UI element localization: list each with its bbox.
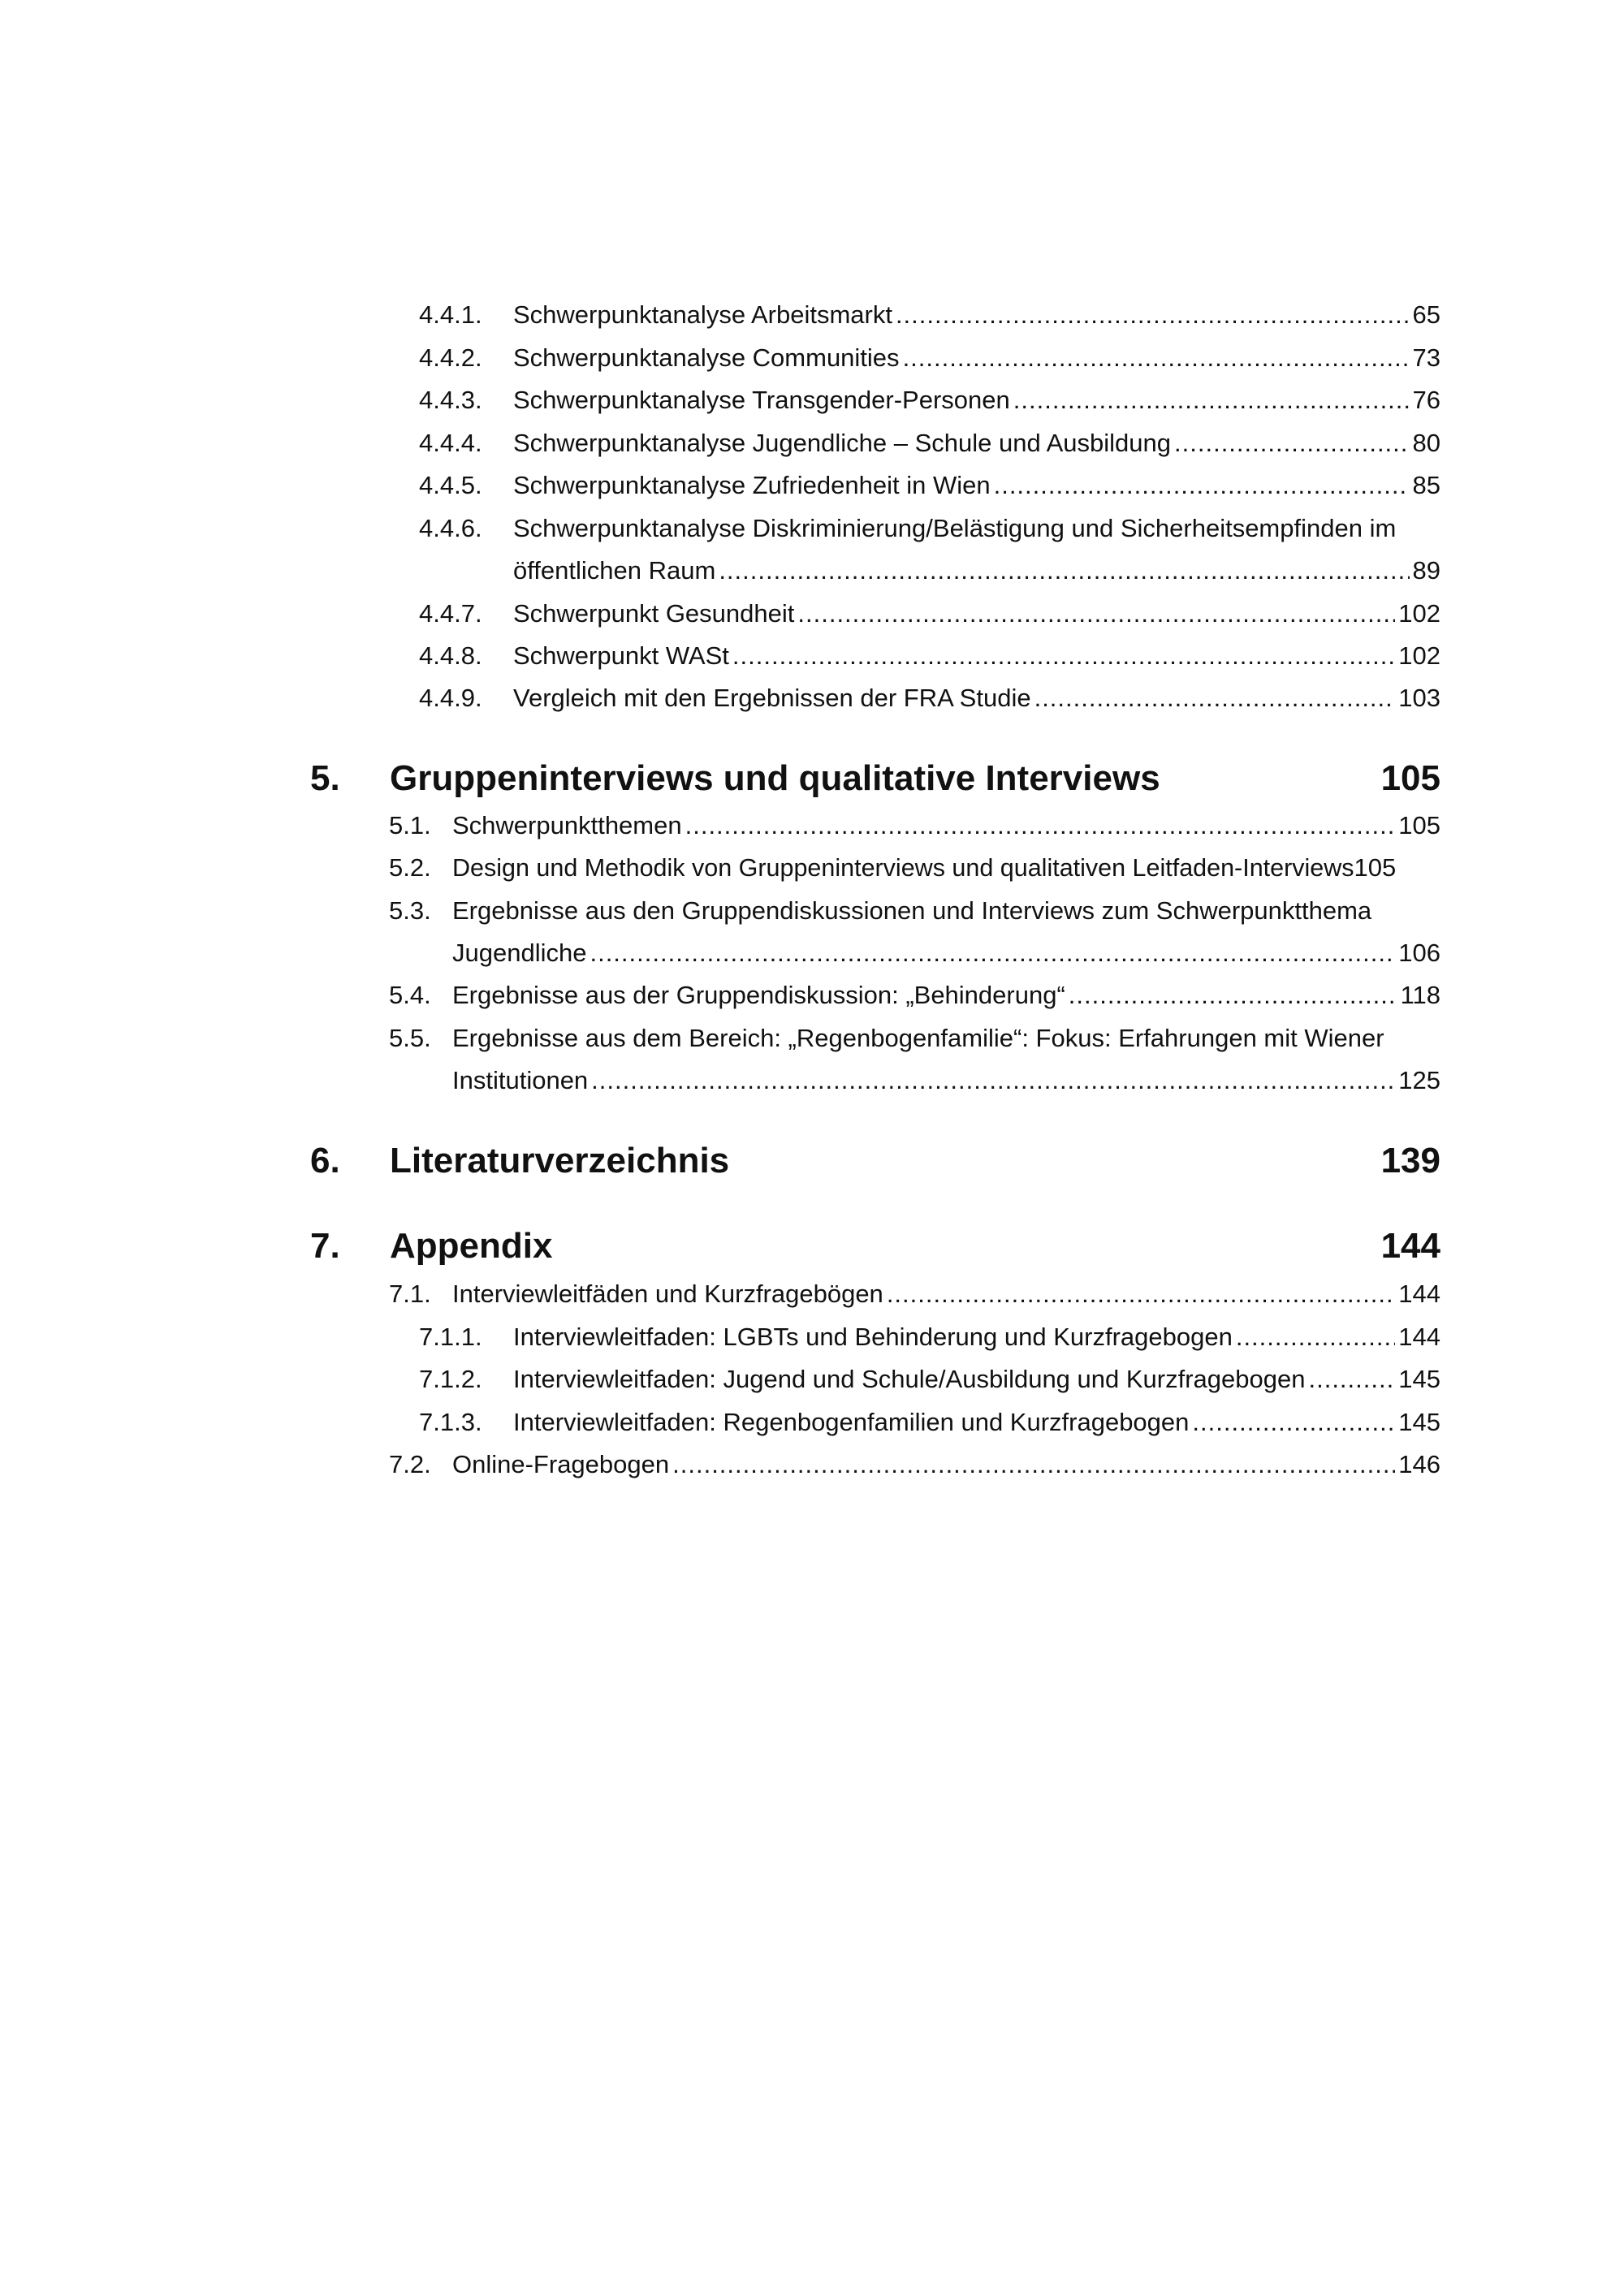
toc-page: 105 xyxy=(1398,811,1440,839)
toc-number: 7.1.2. xyxy=(419,1365,482,1393)
chapter-number: 7. xyxy=(310,1226,340,1266)
toc-title: Interviewleitfaden: LGBTs und Behinderung und Kurzfragebogen xyxy=(513,1323,1233,1351)
toc-entry-5-4[interactable] xyxy=(389,979,1440,1012)
toc-page: 102 xyxy=(1398,599,1440,628)
toc-page: 145 xyxy=(1398,1408,1440,1436)
toc-page: 105 xyxy=(1354,853,1397,882)
toc-number: 4.4.9. xyxy=(419,684,482,712)
toc-number: 4.4.1. xyxy=(419,300,482,329)
toc-title: Interviewleitfäden und Kurzfragebögen xyxy=(452,1280,883,1308)
toc-title: Interviewleitfaden: Regenbogenfamilien und Kurzfragebogen xyxy=(513,1408,1190,1436)
toc-page: 125 xyxy=(1398,1066,1440,1094)
toc-title: Schwerpunktthemen xyxy=(452,811,682,839)
toc-leader xyxy=(896,299,1410,331)
chapter-page: 144 xyxy=(1380,1226,1440,1266)
toc-page: 89 xyxy=(1412,556,1440,585)
toc-leader xyxy=(1013,384,1410,416)
toc-title: Ergebnisse aus der Gruppendiskussion: „Behinderung“ xyxy=(452,981,1065,1009)
toc-title: Interviewleitfaden: Jugend und Schule/Ausbildung und Kurzfragebogen xyxy=(513,1365,1306,1393)
toc-entry-4-4-9[interactable] xyxy=(419,682,1440,714)
toc-chapter-5[interactable] xyxy=(310,754,1440,803)
toc-leader xyxy=(994,469,1410,502)
toc-number: 5.3. xyxy=(389,896,431,925)
toc-entry-5-1[interactable] xyxy=(389,809,1440,842)
toc-entry-4-4-7[interactable] xyxy=(419,598,1440,630)
toc-number: 5.1. xyxy=(389,811,431,839)
toc-page: 73 xyxy=(1412,343,1440,372)
toc-number: 7.1. xyxy=(389,1280,431,1308)
toc-title: Schwerpunktanalyse Communities xyxy=(513,343,900,372)
toc-page: 65 xyxy=(1412,300,1440,329)
toc-leader xyxy=(1034,682,1396,714)
toc-page: 80 xyxy=(1412,429,1440,457)
chapter-page: 105 xyxy=(1380,758,1440,798)
toc-title: Schwerpunktanalyse Jugendliche – Schule und Ausbildung xyxy=(513,429,1172,457)
toc-title: Ergebnisse aus dem Bereich: „Regenbogenfamilie“: Fokus: Erfahrungen mit Wiener xyxy=(452,1024,1384,1052)
toc-leader xyxy=(797,598,1395,630)
toc-entry-5-3[interactable] xyxy=(389,895,1440,969)
toc-page: 102 xyxy=(1398,641,1440,670)
toc-number: 4.4.3. xyxy=(419,386,482,414)
toc-chapter-7[interactable] xyxy=(310,1222,1440,1271)
toc-title: Schwerpunktanalyse Transgender-Personen xyxy=(513,386,1010,414)
toc-page: 118 xyxy=(1400,981,1440,1009)
toc-entry-4-4-5[interactable] xyxy=(419,469,1440,502)
toc-title-continued: Institutionen xyxy=(452,1066,589,1094)
toc-page: 85 xyxy=(1412,471,1440,499)
toc-leader xyxy=(1236,1321,1395,1353)
toc-leader xyxy=(1192,1406,1395,1439)
toc-leader xyxy=(591,1064,1395,1097)
toc-chapter-6[interactable] xyxy=(310,1137,1440,1185)
toc-number: 5.2. xyxy=(389,853,431,882)
toc-entry-7-1[interactable] xyxy=(389,1278,1440,1310)
toc-entry-7-1-3[interactable] xyxy=(419,1406,1440,1439)
toc-number: 4.4.2. xyxy=(419,343,482,372)
toc-title: Schwerpunkt Gesundheit xyxy=(513,599,795,628)
toc-number: 7.1.1. xyxy=(419,1323,482,1351)
toc-title: Design und Methodik von Gruppeninterviews und qualitativen Leitfaden-Interviews xyxy=(452,854,1354,882)
toc-entry-4-4-6[interactable] xyxy=(419,512,1440,587)
toc-page: 144 xyxy=(1398,1280,1440,1308)
toc-title: Ergebnisse aus den Gruppendiskussionen und Interviews zum Schwerpunktthema xyxy=(452,896,1372,925)
toc-number: 4.4.6. xyxy=(419,514,482,542)
toc-title-continued: Jugendliche xyxy=(452,939,587,967)
toc-title: Vergleich mit den Ergebnissen der FRA Studie xyxy=(513,684,1031,712)
toc-page: 146 xyxy=(1398,1450,1440,1478)
chapter-title: Literaturverzeichnis xyxy=(390,1141,730,1180)
chapter-page: 139 xyxy=(1380,1141,1440,1180)
toc-entry-4-4-4[interactable] xyxy=(419,427,1440,460)
toc-leader xyxy=(672,1448,1395,1481)
toc-page: 106 xyxy=(1398,939,1440,967)
toc-entry-7-1-1[interactable] xyxy=(419,1321,1440,1353)
toc-page: 103 xyxy=(1398,684,1440,712)
toc-entry-5-5[interactable] xyxy=(389,1022,1440,1097)
toc-page: 145 xyxy=(1398,1365,1440,1393)
toc-entry-7-2[interactable] xyxy=(389,1448,1440,1481)
toc-number: 5.4. xyxy=(389,981,431,1009)
chapter-title: Appendix xyxy=(390,1226,553,1266)
toc-title: Schwerpunkt WASt xyxy=(513,641,729,670)
toc-leader xyxy=(1174,427,1410,460)
toc-leader xyxy=(1308,1363,1395,1396)
toc-page: 76 xyxy=(1412,386,1440,414)
chapter-title: Gruppeninterviews und qualitative Interviews xyxy=(390,758,1160,798)
toc-entry-7-1-2[interactable] xyxy=(419,1363,1440,1396)
toc-title-continued: öffentlichen Raum xyxy=(513,556,716,585)
toc-leader xyxy=(887,1278,1395,1310)
toc-entry-5-2[interactable] xyxy=(389,852,1449,884)
toc-leader xyxy=(732,640,1395,672)
toc-leader xyxy=(590,937,1395,969)
toc-entry-4-4-8[interactable] xyxy=(419,640,1440,672)
chapter-number: 5. xyxy=(310,758,340,798)
chapter-number: 6. xyxy=(310,1141,340,1180)
toc-title: Schwerpunktanalyse Diskriminierung/Belästigung und Sicherheitsempfinden im xyxy=(513,514,1397,542)
toc-number: 7.2. xyxy=(389,1450,431,1478)
toc-number: 4.4.8. xyxy=(419,641,482,670)
toc-leader xyxy=(1069,979,1397,1012)
toc-title: Online-Fragebogen xyxy=(452,1450,670,1478)
toc-leader xyxy=(719,555,1409,587)
toc-number: 5.5. xyxy=(389,1024,431,1052)
toc-title: Schwerpunktanalyse Arbeitsmarkt xyxy=(513,300,892,329)
toc-number: 4.4.4. xyxy=(419,429,482,457)
toc-entry-4-4-3[interactable] xyxy=(419,384,1440,416)
toc-leader xyxy=(903,342,1410,374)
toc-entry-4-4-2[interactable] xyxy=(419,342,1440,374)
toc-number: 4.4.5. xyxy=(419,471,482,499)
toc-number: 4.4.7. xyxy=(419,599,482,628)
toc-number: 7.1.3. xyxy=(419,1408,482,1436)
toc-title: Schwerpunktanalyse Zufriedenheit in Wien xyxy=(513,471,991,499)
toc-leader xyxy=(685,809,1396,842)
toc-entry-4-4-1[interactable] xyxy=(419,299,1440,331)
toc-page: 144 xyxy=(1398,1323,1440,1351)
